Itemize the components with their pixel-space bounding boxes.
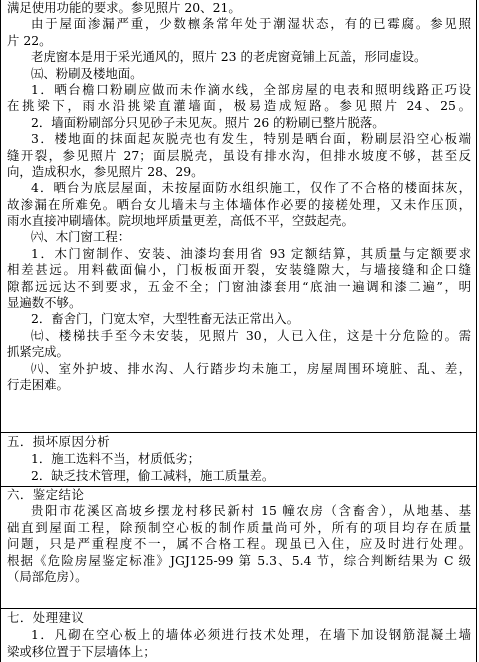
subsection-heading: ㈤、粉刷及楼地面。 <box>31 65 143 81</box>
text-line: 抓紧完成。 <box>7 344 69 360</box>
text-line: 础直到屋面工程，除预制空心板的制作质量尚可外，所有的项目均存在质量 <box>7 519 471 535</box>
list-item: 1．施工选料不当，材质低劣； <box>31 451 200 466</box>
text-line: 相差甚远。用料截面偏小，门板板面开裂，安装缝隙大，与墙接缝和企口缝 <box>7 262 471 278</box>
subsection-heading: ㈦、楼梯扶手至今未安装，见照片 30，人已入住，这是十分危险的。需 <box>31 327 471 343</box>
text-line: 片 22。 <box>7 32 52 48</box>
appraisal-conclusion-section <box>1 487 476 609</box>
section-title: 六．鉴定结论 <box>7 487 85 502</box>
text-line: 1．木门窗制作、安装、油漆均套用省 93 定额结算，其质量与定额要求 <box>31 245 471 261</box>
section-title: 五．损坏原因分析 <box>7 434 111 449</box>
text-line: 2．畜舍门，门宽太窄，大型牲畜无法正常出入。 <box>31 311 300 327</box>
text-line: 隙都远远达不到要求，五金不全；门窗油漆套用“底油一遍调和漆二遍”，明 <box>7 278 471 294</box>
text-line: 行走困难。 <box>7 376 69 392</box>
damage-cause-section <box>1 433 476 487</box>
text-line: 满足使用功能的要求。参见照片 20、21。 <box>7 0 241 15</box>
text-line: 故渗漏在所难免。晒台女儿墙未与主体墙体作必要的接槎处理，又未作压顶， <box>7 196 471 212</box>
text-line: 缝开裂，参见照片 27；面层脱壳，虽设有排水沟，但排水坡度不够，甚至反 <box>7 147 471 163</box>
text-line: 3．楼地面的抹面起灰脱壳也有发生，特别是晒台面，粉刷层沿空心板端 <box>31 131 471 147</box>
text-line: 根据《危险房屋鉴定标准》JGJ125-99 第 5.3、5.4 节，综合判断结果为 C 级 <box>7 552 471 568</box>
subsection-heading: ㈧、室外护坡、排水沟、人行踏步均未施工，房屋周围环境脏、乱、差， <box>31 360 471 376</box>
text-line: 4．晒台为底层屋面，未按屋面防水组织施工，仅作了不合格的楼面抹灰， <box>31 180 471 196</box>
text-line: 贵阳市花溪区高坡乡摆龙村移民新村 15 幢农房（含畜舍），从地基、基 <box>31 503 471 519</box>
text-line: 显遍数不够。 <box>7 295 82 311</box>
section-title: 七．处理建议 <box>7 610 85 625</box>
subsection-heading: ㈥、木门窗工程： <box>31 229 131 245</box>
text-line: 由于屋面渗漏严重，少数檩条常年处于潮湿状态，有的已霉腐。参见照 <box>31 16 471 32</box>
text-line: 向，造成积水，参见照片 28、29。 <box>7 163 204 179</box>
treatment-suggestion-section <box>1 609 476 662</box>
defects-section <box>1 0 476 433</box>
text-line: （局部危房）。 <box>7 568 88 584</box>
text-line: 2．墙面粉刷部分只见砂子未见灰。照片 26 的粉刷已整片脱落。 <box>31 114 385 130</box>
text-line: 雨水直接冲刷墙体。院坝地坪质量更差，高低不平，空鼓起壳。 <box>7 213 354 229</box>
text-line: 老虎窗本是用于采光通风的，照片 23 的老虎窗竟铺上瓦盖，形同虚设。 <box>31 49 427 65</box>
text-line: 1．凡砌在空心板上的墙体必须进行技术处理，在墙下加设钢筋混凝土墙 <box>31 627 471 642</box>
text-line: 梁或移位置于下层墙体上； <box>7 644 156 659</box>
text-line: 在挑梁下，雨水沿挑梁直灌墙面，极易造成短路。参见照片 24、25。 <box>7 98 471 114</box>
text-line: 问题，只是严重程度不一，属不合格工程。现虽已入住，应及时进行处理。 <box>7 536 471 552</box>
text-line: 1．晒台檐口粉刷应做而未作滴水线，全部房屋的电表和照明线路正巧设 <box>31 81 471 97</box>
list-item: 2．缺乏技术管理，偷工减料，施工质量差。 <box>31 468 275 483</box>
